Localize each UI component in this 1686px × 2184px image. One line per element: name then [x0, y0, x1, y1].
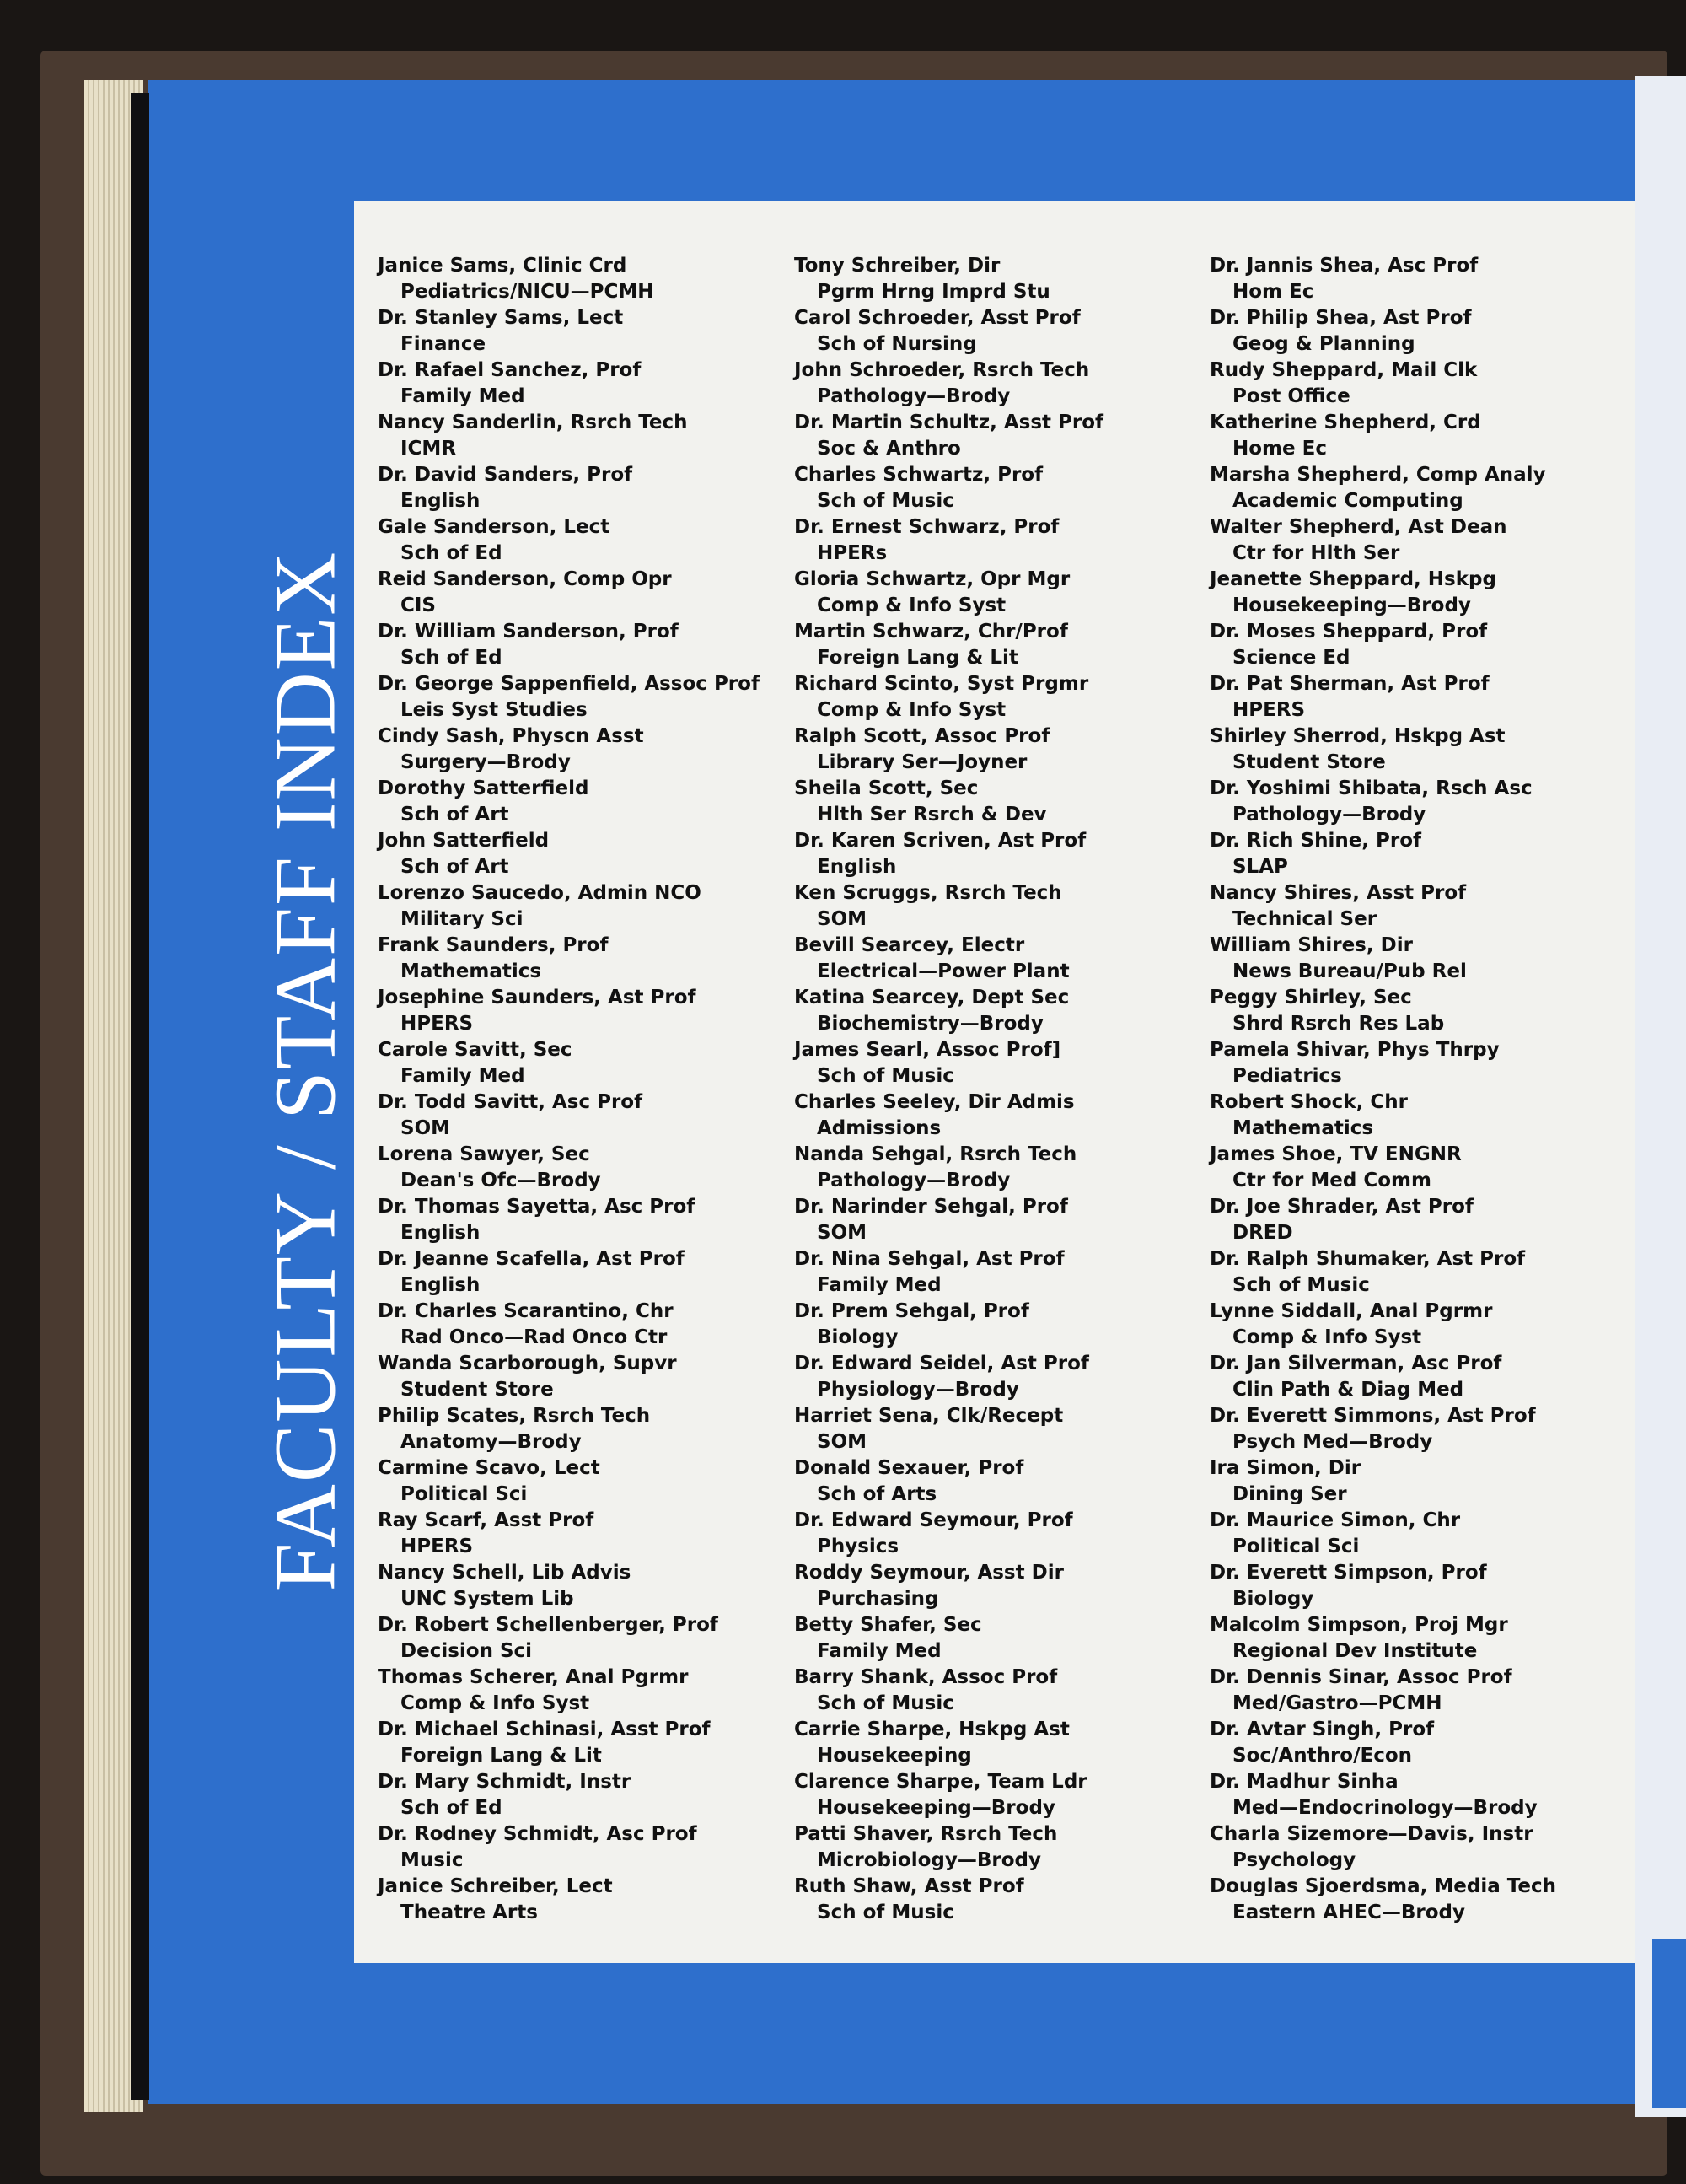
entry-department: Biochemistry—Brody: [817, 1013, 1044, 1035]
index-entry: [794, 1717, 1207, 1769]
entry-department: Decision Sci: [400, 1640, 533, 1662]
entry-department: Sch of Ed: [400, 542, 502, 564]
entry-name: Dr. Moses Sheppard, Prof: [1210, 621, 1488, 643]
entry-name: Dr. Rich Shine, Prof: [1210, 830, 1422, 852]
entry-department: DRED: [1232, 1222, 1293, 1244]
entry-department: HPERS: [400, 1013, 474, 1035]
index-entry: [794, 1560, 1207, 1612]
entry-name: Dr. William Sanderson, Prof: [378, 621, 679, 643]
index-entry: [794, 1194, 1207, 1246]
entry-name: Dr. Everett Simmons, Ast Prof: [1210, 1405, 1536, 1427]
entry-department: Biology: [1232, 1588, 1314, 1610]
entry-name: Gloria Schwartz, Opr Mgr: [794, 568, 1071, 590]
entry-department: Music: [400, 1849, 464, 1871]
index-entry: [378, 358, 791, 410]
index-entry: [378, 1874, 791, 1926]
entry-department: Political Sci: [1232, 1536, 1360, 1557]
index-entry: [378, 1455, 791, 1508]
entry-department: Leis Syst Studies: [400, 699, 588, 721]
entry-department: UNC System Lib: [400, 1588, 574, 1610]
entry-name: Lorena Sawyer, Sec: [378, 1143, 590, 1165]
entry-name: Dr. Avtar Singh, Prof: [1210, 1719, 1435, 1740]
entry-department: Admissions: [817, 1117, 942, 1139]
index-entry: [794, 305, 1207, 358]
entry-name: Martin Schwarz, Chr/Prof: [794, 621, 1068, 643]
entry-name: Douglas Sjoerdsma, Media Tech: [1210, 1875, 1557, 1897]
entry-name: Richard Scinto, Syst Prgmr: [794, 673, 1089, 695]
entry-department: Sch of Nursing: [817, 333, 977, 355]
entry-department: Ctr for Hlth Ser: [1232, 542, 1400, 564]
entry-department: Finance: [400, 333, 486, 355]
entry-department: Electrical—Power Plant: [817, 960, 1070, 982]
entry-name: Peggy Shirley, Sec: [1210, 987, 1412, 1009]
entry-name: Thomas Scherer, Anal Pgrmr: [378, 1666, 689, 1688]
entry-name: Dr. Rafael Sanchez, Prof: [378, 359, 642, 381]
entry-name: Dr. Rodney Schmidt, Asc Prof: [378, 1823, 697, 1845]
index-entry: [794, 724, 1207, 776]
entry-department: Sch of Ed: [400, 1797, 502, 1819]
entry-name: Dr. Karen Scriven, Ast Prof: [794, 830, 1087, 852]
entry-name: Harriet Sena, Clk/Recept: [794, 1405, 1064, 1427]
index-entry: [1210, 1089, 1623, 1142]
index-entry: [378, 1142, 791, 1194]
entry-name: Nanda Sehgal, Rsrch Tech: [794, 1143, 1077, 1165]
entry-department: Military Sci: [400, 908, 524, 930]
entry-department: Theatre Arts: [400, 1902, 538, 1923]
index-entry: [378, 567, 791, 619]
entry-department: Mathematics: [400, 960, 542, 982]
index-entry: [1210, 671, 1623, 724]
entry-department: Pediatrics: [1232, 1065, 1342, 1087]
index-entry: [378, 1037, 791, 1089]
entry-name: Dr. Joe Shrader, Ast Prof: [1210, 1196, 1474, 1218]
entry-name: Katina Searcey, Dept Sec: [794, 987, 1070, 1009]
index-entry: [794, 1403, 1207, 1455]
index-entry: [794, 567, 1207, 619]
index-entry: [1210, 1194, 1623, 1246]
index-entry: [1210, 1769, 1623, 1821]
index-entry: [378, 828, 791, 880]
entry-name: Dr. Jeanne Scafella, Ast Prof: [378, 1248, 685, 1270]
entry-name: Carrie Sharpe, Hskpg Ast: [794, 1719, 1070, 1740]
entry-department: Sch of Music: [817, 1692, 954, 1714]
index-entry: [794, 1508, 1207, 1560]
index-entry: [378, 305, 791, 358]
entry-department: Hom Ec: [1232, 281, 1314, 303]
index-entry: [378, 1821, 791, 1874]
entry-name: Dr. Thomas Sayetta, Asc Prof: [378, 1196, 695, 1218]
entry-department: Sch of Music: [817, 1065, 954, 1087]
entry-name: John Satterfield: [378, 830, 550, 852]
entry-department: Sch of Ed: [400, 647, 502, 669]
entry-department: Pediatrics/NICU—PCMH: [400, 281, 654, 303]
index-entry: [378, 671, 791, 724]
entry-department: News Bureau/Pub Rel: [1232, 960, 1467, 982]
index-entry: [794, 253, 1207, 305]
entry-department: Family Med: [400, 385, 525, 407]
entry-name: James Searl, Assoc Prof]: [794, 1039, 1061, 1061]
entry-name: Robert Shock, Chr: [1210, 1091, 1408, 1113]
entry-department: Psychology: [1232, 1849, 1356, 1871]
index-entry: [378, 1612, 791, 1665]
entry-name: Carole Savitt, Sec: [378, 1039, 572, 1061]
entry-department: Sch of Art: [400, 856, 509, 878]
entry-name: John Schroeder, Rsrch Tech: [794, 359, 1090, 381]
index-column-2: [794, 253, 1207, 1926]
entry-department: Foreign Lang & Lit: [817, 647, 1018, 669]
entry-department: Anatomy—Brody: [400, 1431, 582, 1453]
entry-name: Dr. Ernest Schwarz, Prof: [794, 516, 1060, 538]
entry-department: Sch of Music: [1232, 1274, 1370, 1296]
index-entry: [378, 1717, 791, 1769]
entry-department: Family Med: [400, 1065, 525, 1087]
index-entry: [378, 253, 791, 305]
entry-department: Housekeeping—Brody: [1232, 594, 1471, 616]
entry-name: Dr. Maurice Simon, Chr: [1210, 1509, 1461, 1531]
index-entry: [1210, 1037, 1623, 1089]
entry-name: Roddy Seymour, Asst Dir: [794, 1562, 1064, 1584]
index-entry: [1210, 1665, 1623, 1717]
entry-name: Ralph Scott, Assoc Prof: [794, 725, 1050, 747]
entry-department: Hlth Ser Rsrch & Dev: [817, 804, 1047, 826]
index-entry: [794, 1089, 1207, 1142]
index-entry: [794, 1351, 1207, 1403]
entry-name: Sheila Scott, Sec: [794, 777, 979, 799]
index-entry: [794, 1455, 1207, 1508]
index-entry: [378, 724, 791, 776]
entry-name: Carol Schroeder, Asst Prof: [794, 307, 1081, 329]
index-entry: [794, 410, 1207, 462]
entry-name: Philip Scates, Rsrch Tech: [378, 1405, 651, 1427]
entry-department: SOM: [817, 908, 867, 930]
entry-name: Dr. Martin Schultz, Asst Prof: [794, 412, 1104, 433]
entry-department: Sch of Arts: [817, 1483, 937, 1505]
entry-name: Dr. Pat Sherman, Ast Prof: [1210, 673, 1490, 695]
index-entry: [378, 1246, 791, 1299]
entry-name: Dr. Todd Savitt, Asc Prof: [378, 1091, 643, 1113]
entry-department: Eastern AHEC—Brody: [1232, 1902, 1466, 1923]
entry-department: Comp & Info Syst: [400, 1692, 590, 1714]
entry-department: HPERS: [400, 1536, 474, 1557]
entry-name: Donald Sexauer, Prof: [794, 1457, 1024, 1479]
entry-department: Psych Med—Brody: [1232, 1431, 1433, 1453]
index-entry: [1210, 1246, 1623, 1299]
next-page-edge: [1635, 76, 1686, 2117]
entry-department: Dean's Ofc—Brody: [400, 1170, 601, 1192]
index-entry: [378, 619, 791, 671]
entry-name: James Shoe, TV ENGNR: [1210, 1143, 1462, 1165]
entry-department: SLAP: [1232, 856, 1288, 878]
index-entry: [1210, 828, 1623, 880]
entry-department: English: [400, 490, 481, 512]
index-entry: [794, 1037, 1207, 1089]
page-spine-shadow: [131, 93, 149, 2100]
index-entry: [1210, 305, 1623, 358]
index-entry: [1210, 1403, 1623, 1455]
entry-department: Regional Dev Institute: [1232, 1640, 1478, 1662]
index-entry: [378, 514, 791, 567]
entry-department: Post Office: [1232, 385, 1350, 407]
entry-name: Pamela Shivar, Phys Thrpy: [1210, 1039, 1500, 1061]
index-entry: [378, 1769, 791, 1821]
entry-name: Nancy Sanderlin, Rsrch Tech: [378, 412, 688, 433]
entry-name: Patti Shaver, Rsrch Tech: [794, 1823, 1058, 1845]
index-entry: [1210, 253, 1623, 305]
entry-name: Dr. Stanley Sams, Lect: [378, 307, 624, 329]
entry-department: Purchasing: [817, 1588, 939, 1610]
index-entry: [1210, 933, 1623, 985]
index-entry: [378, 462, 791, 514]
index-entry: [1210, 410, 1623, 462]
entry-department: Sch of Music: [817, 1902, 954, 1923]
index-entry: [794, 514, 1207, 567]
entry-department: English: [817, 856, 897, 878]
entry-department: Physics: [817, 1536, 899, 1557]
index-entry: [378, 1089, 791, 1142]
entry-name: Katherine Shepherd, Crd: [1210, 412, 1481, 433]
entry-department: Academic Computing: [1232, 490, 1463, 512]
entry-name: Charles Seeley, Dir Admis: [794, 1091, 1075, 1113]
entry-department: Technical Ser: [1232, 908, 1377, 930]
index-entry: [378, 1560, 791, 1612]
entry-department: Med—Endocrinology—Brody: [1232, 1797, 1538, 1819]
index-entry: [1210, 1821, 1623, 1874]
index-entry: [794, 1142, 1207, 1194]
index-entry: [378, 1508, 791, 1560]
index-entry: [794, 1246, 1207, 1299]
index-entry: [794, 1612, 1207, 1665]
index-entry: [794, 462, 1207, 514]
entry-name: Ruth Shaw, Asst Prof: [794, 1875, 1024, 1897]
index-entry: [1210, 1717, 1623, 1769]
entry-name: Dr. Edward Seidel, Ast Prof: [794, 1353, 1089, 1374]
entry-name: Lynne Siddall, Anal Pgrmr: [1210, 1300, 1493, 1322]
index-entry: [1210, 358, 1623, 410]
index-entry: [1210, 619, 1623, 671]
index-entry: [794, 1821, 1207, 1874]
entry-department: Housekeeping: [817, 1745, 972, 1767]
entry-name: Reid Sanderson, Comp Opr: [378, 568, 672, 590]
entry-department: Soc/Anthro/Econ: [1232, 1745, 1413, 1767]
entry-name: Charles Schwartz, Prof: [794, 464, 1044, 486]
index-entry: [794, 776, 1207, 828]
entry-name: Dr. Michael Schinasi, Asst Prof: [378, 1719, 711, 1740]
entry-department: Ctr for Med Comm: [1232, 1170, 1431, 1192]
entry-department: Comp & Info Syst: [817, 699, 1007, 721]
entry-department: English: [400, 1222, 481, 1244]
index-entry: [378, 776, 791, 828]
index-entry: [1210, 1612, 1623, 1665]
entry-name: Ken Scruggs, Rsrch Tech: [794, 882, 1062, 904]
entry-department: CIS: [400, 594, 437, 616]
index-entry: [794, 619, 1207, 671]
entry-name: Ray Scarf, Asst Prof: [378, 1509, 594, 1531]
entry-department: SOM: [817, 1431, 867, 1453]
entry-department: Biology: [817, 1326, 899, 1348]
entry-name: Betty Shafer, Sec: [794, 1614, 982, 1636]
entry-department: Student Store: [1232, 751, 1386, 773]
entry-name: Malcolm Simpson, Proj Mgr: [1210, 1614, 1508, 1636]
entry-name: Lorenzo Saucedo, Admin NCO: [378, 882, 701, 904]
entry-department: Family Med: [817, 1640, 942, 1662]
entry-name: Ira Simon, Dir: [1210, 1457, 1361, 1479]
entry-name: Carmine Scavo, Lect: [378, 1457, 600, 1479]
entry-department: Pathology—Brody: [817, 1170, 1011, 1192]
index-entry: [1210, 724, 1623, 776]
entry-name: Nancy Shires, Asst Prof: [1210, 882, 1467, 904]
entry-department: ICMR: [400, 438, 457, 460]
index-entry: [1210, 514, 1623, 567]
entry-department: Political Sci: [400, 1483, 528, 1505]
entry-department: Sch of Music: [817, 490, 954, 512]
index-entry: [794, 1874, 1207, 1926]
entry-name: Dr. Jan Silverman, Asc Prof: [1210, 1353, 1502, 1374]
index-entry: [794, 358, 1207, 410]
entry-name: Walter Shepherd, Ast Dean: [1210, 516, 1507, 538]
entry-department: Home Ec: [1232, 438, 1327, 460]
entry-name: Cindy Sash, Physcn Asst: [378, 725, 644, 747]
index-entry: [1210, 1455, 1623, 1508]
index-entry: [794, 1299, 1207, 1351]
entry-department: Rad Onco—Rad Onco Ctr: [400, 1326, 668, 1348]
entry-department: Surgery—Brody: [400, 751, 571, 773]
entry-name: Bevill Searcey, Electr: [794, 934, 1025, 956]
entry-department: English: [400, 1274, 481, 1296]
entry-department: Pathology—Brody: [817, 385, 1011, 407]
entry-name: Dr. Narinder Sehgal, Prof: [794, 1196, 1068, 1218]
entry-name: Dr. Robert Schellenberger, Prof: [378, 1614, 718, 1636]
entry-name: Dr. Mary Schmidt, Instr: [378, 1771, 631, 1793]
entry-department: Student Store: [400, 1379, 554, 1401]
index-entry: [794, 828, 1207, 880]
entry-name: Wanda Scarborough, Supvr: [378, 1353, 677, 1374]
entry-department: Microbiology—Brody: [817, 1849, 1041, 1871]
next-page-blue-edge: [1652, 1939, 1686, 2108]
index-entry: [794, 1769, 1207, 1821]
entry-name: Dr. David Sanders, Prof: [378, 464, 633, 486]
entry-name: Dr. Philip Shea, Ast Prof: [1210, 307, 1472, 329]
entry-department: HPERs: [817, 542, 888, 564]
entry-department: Dining Ser: [1232, 1483, 1347, 1505]
index-entry: [794, 671, 1207, 724]
entry-department: Sch of Art: [400, 804, 509, 826]
index-entry: [378, 410, 791, 462]
index-entry: [794, 880, 1207, 933]
index-entry: [1210, 1560, 1623, 1612]
index-entry: [378, 933, 791, 985]
entry-name: Dr. Madhur Sinha: [1210, 1771, 1399, 1793]
entry-name: Frank Saunders, Prof: [378, 934, 609, 956]
entry-department: Foreign Lang & Lit: [400, 1745, 602, 1767]
entry-name: Barry Shank, Assoc Prof: [794, 1666, 1058, 1688]
entry-name: Dr. Yoshimi Shibata, Rsch Asc: [1210, 777, 1533, 799]
entry-department: Soc & Anthro: [817, 438, 961, 460]
index-entry: [378, 1299, 791, 1351]
index-entry: [794, 985, 1207, 1037]
entry-name: Janice Schreiber, Lect: [378, 1875, 613, 1897]
index-entry: [378, 985, 791, 1037]
entry-name: Dr. Prem Sehgal, Prof: [794, 1300, 1029, 1322]
entry-department: Physiology—Brody: [817, 1379, 1019, 1401]
entry-department: Library Ser—Joyner: [817, 751, 1028, 773]
entry-department: Med/Gastro—PCMH: [1232, 1692, 1442, 1714]
entry-name: Marsha Shepherd, Comp Analy: [1210, 464, 1546, 486]
entry-department: Comp & Info Syst: [1232, 1326, 1422, 1348]
entry-name: Dr. Charles Scarantino, Chr: [378, 1300, 674, 1322]
entry-department: SOM: [400, 1117, 451, 1139]
entry-name: Tony Schreiber, Dir: [794, 255, 1001, 277]
index-entry: [378, 1351, 791, 1403]
index-entry: [1210, 1142, 1623, 1194]
index-entry: [1210, 1299, 1623, 1351]
entry-department: SOM: [817, 1222, 867, 1244]
entry-name: Shirley Sherrod, Hskpg Ast: [1210, 725, 1506, 747]
index-entry: [1210, 567, 1623, 619]
entry-department: Family Med: [817, 1274, 942, 1296]
entry-name: Dr. Edward Seymour, Prof: [794, 1509, 1073, 1531]
entry-department: Pgrm Hrng Imprd Stu: [817, 281, 1050, 303]
index-entry: [1210, 1874, 1623, 1926]
entry-name: Nancy Schell, Lib Advis: [378, 1562, 631, 1584]
index-entry: [378, 1194, 791, 1246]
entry-name: William Shires, Dir: [1210, 934, 1413, 956]
entry-name: Dr. Nina Sehgal, Ast Prof: [794, 1248, 1065, 1270]
entry-department: Shrd Rsrch Res Lab: [1232, 1013, 1445, 1035]
entry-name: Gale Sanderson, Lect: [378, 516, 610, 538]
index-entry: [378, 1403, 791, 1455]
entry-name: Dr. George Sappenfield, Assoc Prof: [378, 673, 760, 695]
entry-name: Dr. Dennis Sinar, Assoc Prof: [1210, 1666, 1512, 1688]
entry-name: Charla Sizemore—Davis, Instr: [1210, 1823, 1533, 1845]
index-entry: [794, 1665, 1207, 1717]
entry-department: Science Ed: [1232, 647, 1350, 669]
index-entry: [794, 933, 1207, 985]
index-entry: [1210, 776, 1623, 828]
entry-name: Rudy Sheppard, Mail Clk: [1210, 359, 1478, 381]
index-entry: [1210, 880, 1623, 933]
index-entry: [1210, 1508, 1623, 1560]
entry-name: Jeanette Sheppard, Hskpg: [1210, 568, 1496, 590]
entry-name: Clarence Sharpe, Team Ldr: [794, 1771, 1087, 1793]
index-column-1: [378, 253, 791, 1926]
index-entry: [1210, 985, 1623, 1037]
index-entry: [378, 1665, 791, 1717]
index-entry: [1210, 1351, 1623, 1403]
entry-department: HPERS: [1232, 699, 1306, 721]
entry-department: Comp & Info Syst: [817, 594, 1007, 616]
entry-department: Clin Path & Diag Med: [1232, 1379, 1464, 1401]
index-entry: [1210, 462, 1623, 514]
entry-name: Janice Sams, Clinic Crd: [378, 255, 627, 277]
entry-name: Dr. Jannis Shea, Asc Prof: [1210, 255, 1479, 277]
entry-department: Housekeeping—Brody: [817, 1797, 1055, 1819]
entry-department: Pathology—Brody: [1232, 804, 1426, 826]
entry-name: Dr. Ralph Shumaker, Ast Prof: [1210, 1248, 1526, 1270]
entry-department: Mathematics: [1232, 1117, 1374, 1139]
entry-name: Josephine Saunders, Ast Prof: [378, 987, 696, 1009]
section-title: FACULTY / STAFF INDEX: [256, 550, 354, 1592]
entry-department: Geog & Planning: [1232, 333, 1415, 355]
index-entry: [378, 880, 791, 933]
entry-name: Dorothy Satterfield: [378, 777, 589, 799]
index-column-3: [1210, 253, 1623, 1926]
entry-name: Dr. Everett Simpson, Prof: [1210, 1562, 1487, 1584]
